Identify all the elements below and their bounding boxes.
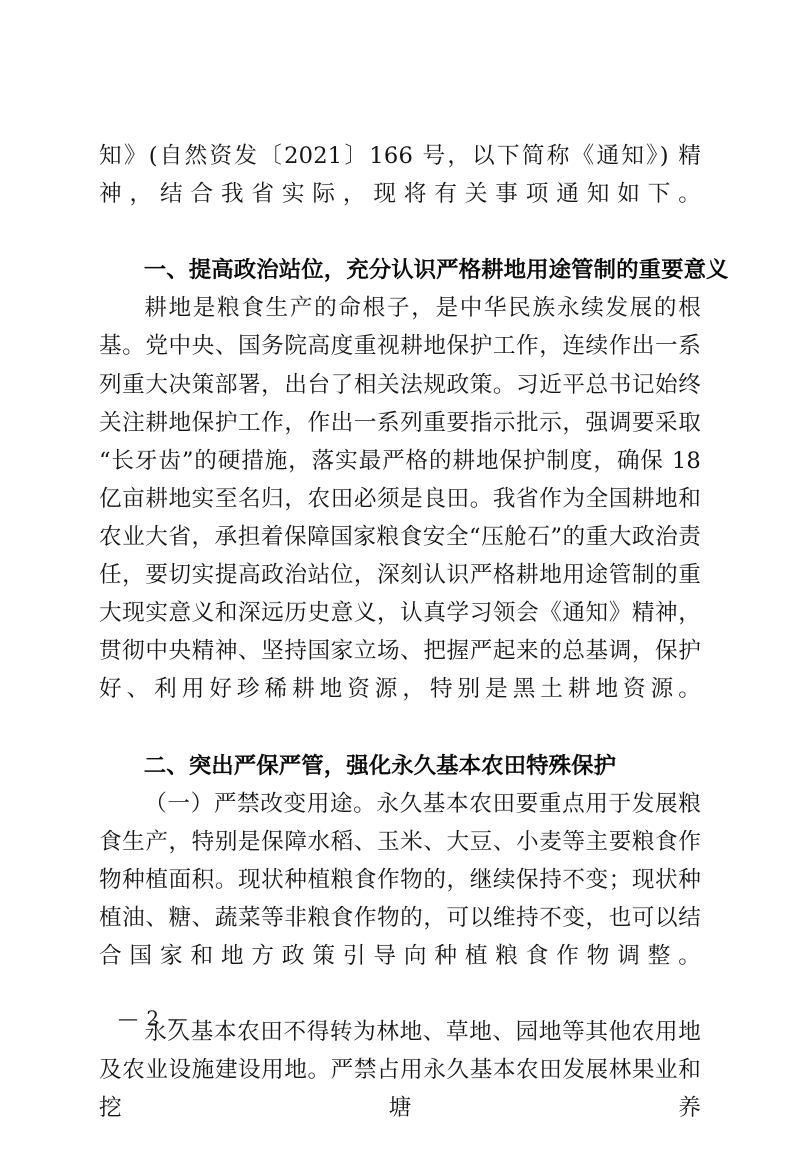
paragraph-item-one-no-conversion: 永久基本农田不得转为林地、草地、园地等其他农用地及农业设施建设用地。严禁占用永久基本农田发展林果业和挖塘养: [99, 1019, 701, 1122]
section-heading-two: 二、突出严保严管，强化永久基本农田特殊保护: [143, 752, 617, 779]
paragraph-section-one-body: 耕地是粮食生产的命根子，是中华民族永续发展的根基。党中央、国务院高度重视耕地保护工作，连续作出一系列重大决策部署，出台了相关法规政策。习近平总书记始终关注耕地保护工作，作出一系列重要指示批示，强调要采取“长牙齿”的硬措施，落实最严格的耕地保护制度，确保 18 亿亩耕地实至名归，农田必须是良田。我省作为全国耕地和农业大省，承担着保障国家粮食安全“压舱石”的重大政治责任，要切实提高政治站位，深刻认识严格耕地用途管制的重大现实意义和深远历史意义，认真学习领会《通知》精神，贯彻中央精神、坚持国家立场、把握严起来的总基调，保护好、利用好珍稀耕地资源，特别是黑土耕地资源。: [99, 295, 701, 703]
document-text-column: [99, 137, 729, 1166]
page-number: — 2 —: [118, 1006, 189, 1030]
paragraph-item-one-prohibit-use-change: （一）严禁改变用途。永久基本农田要重点用于发展粮食生产，特别是保障水稻、玉米、大豆、小麦等主要粮食作物种植面积。现状种植粮食作物的，继续保持不变；现状种植油、糖、蔬菜等非粮食作物的，可以维持不变，也可以结合国家和地方政策引导向种植粮食作物调整。: [99, 790, 701, 969]
paragraph-continuation-notice-reference: 知》(自然资发〔2021〕166 号，以下简称《通知》) 精神，结合我省实际，现将有关事项通知如下。: [99, 143, 701, 208]
section-heading-one: 一、提高政治站位，充分认识严格耕地用途管制的重要意义: [143, 257, 729, 284]
